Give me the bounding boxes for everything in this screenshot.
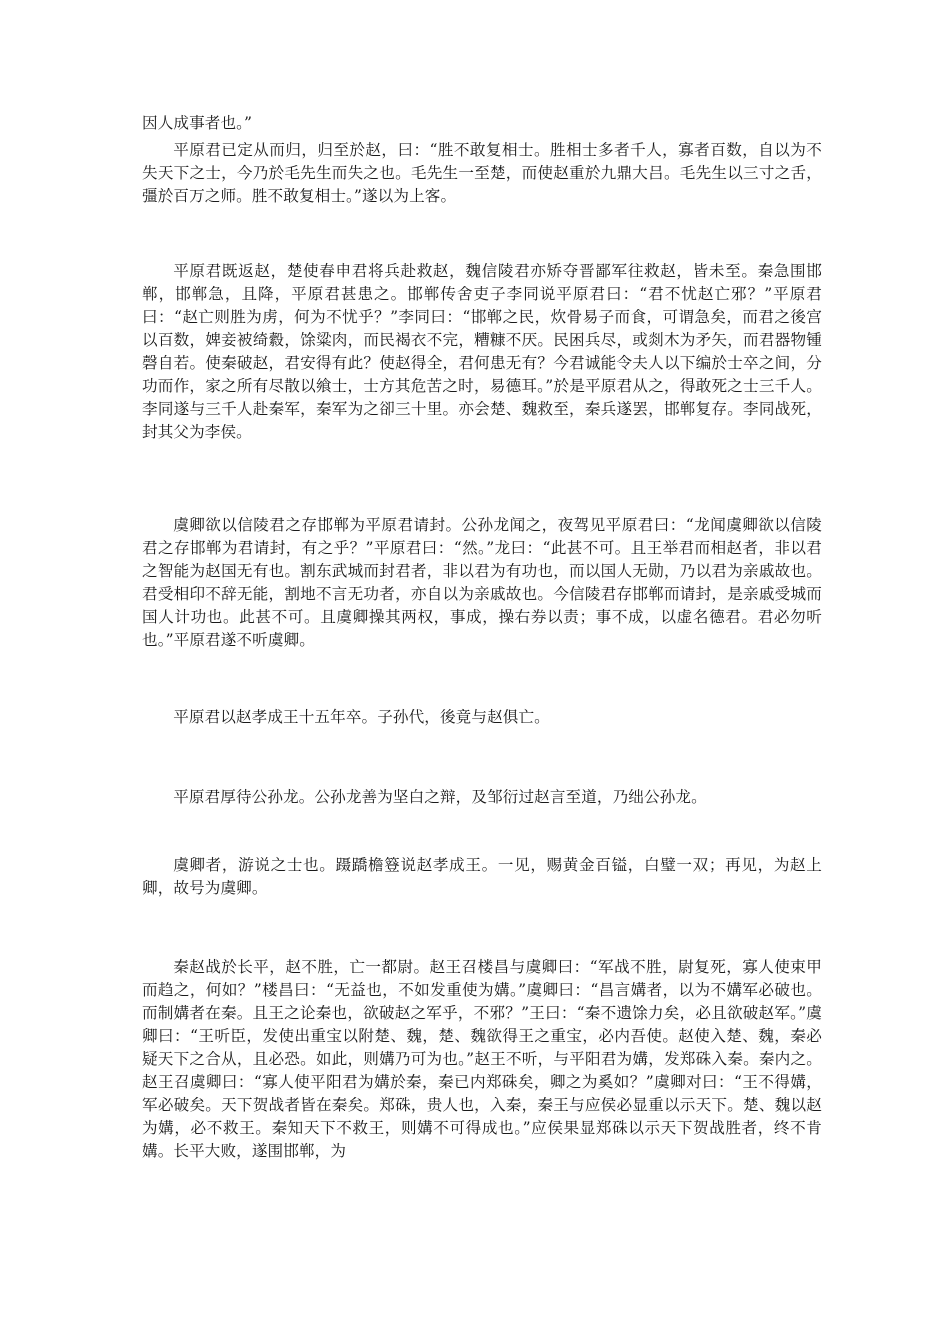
paragraph-li-tong: 平原君既返赵，楚使春申君将兵赴救赵，魏信陵君亦矫夺晋鄙军往救赵，皆未至。秦急围邯郸，邯郸急，且降，平原君甚患之。邯郸传舍吏子李同说平原君曰：“君不忧赵亡邪？”平原君曰：“赵亡则胜为虏，何为不忧乎？”李同曰：“邯郸之民，炊骨易子而食，可谓急矣，而君之後宫以百数，婢妾被绮縠，馀粱肉，而民褐衣不完，糟糠不厌。民困兵尽，或剡木为矛矢，而君器物锺磬自若。使秦破赵，君安得有此？使赵得全，君何患无有？今君诚能令夫人以下编於士卒之间，分功而作，家之所有尽散以飨士，士方其危苦之时，易德耳。”於是平原君从之，得敢死之士三千人。李同遂与三千人赴秦军，秦军为之卻三十里。亦会楚、魏救至，秦兵遂罢，邯郸复存。李同战死，封其父为李侯。 [142, 262, 822, 441]
paragraph-gongsun-long: 平原君厚待公孙龙。公孙龙善为坚白之辩，及邹衍过赵言至道，乃绌公孙龙。 [173, 788, 707, 806]
paragraph-yu-qing-intro: 虞卿者，游说之士也。蹑蹻檐簦说赵孝成王。一见，赐黄金百镒，白璧一双；再见，为赵上卿，故号为虞卿。 [142, 856, 822, 897]
paragraph-changping: 秦赵战於长平，赵不胜，亡一都尉。赵王召楼昌与虞卿曰：“军战不胜，尉复死，寡人使束甲而趋之，何如？”楼昌曰：“无益也，不如发重使为媾。”虞卿曰：“昌言媾者，以为不媾军必破也。而制媾者在秦。且王之论秦也，欲破赵之军乎，不邪？”王曰：“秦不遗馀力矣，必且欲破赵军。”虞卿曰：“王听臣，发使出重宝以附楚、魏，楚、魏欲得王之重宝，必内吾使。赵使入楚、魏，秦必疑天下之合从，且必恐。如此，则媾乃可为也。”赵王不听，与平阳君为媾，发郑硃入秦。秦内之。赵王召虞卿曰：“寡人使平阳君为媾於秦，秦已内郑硃矣，卿之为奚如？”虞卿对曰：“王不得媾，军必破矣。天下贺战者皆在秦矣。郑硃，贵人也，入秦，秦王与应侯必显重以示天下。楚、魏以赵为媾，必不救王。秦知天下不救王，则媾不可得成也。”应侯果显郑硃以示天下贺战胜者，终不肯媾。长平大败，遂围邯郸，为 [142, 958, 822, 1160]
paragraph-gongsun-long-advice: 虞卿欲以信陵君之存邯郸为平原君请封。公孙龙闻之，夜驾见平原君曰：“龙闻虞卿欲以信陵君之存邯郸为君请封，有之乎？”平原君曰：“然。”龙曰：“此甚不可。且王举君而相赵者，非以君之智能为赵国无有也。割东武城而封君者，非以君为有功也，而以国人无勋，乃以君为亲戚故也。君受相印不辞无能，割地不言无功者，亦自以为亲戚故也。今信陵君存邯郸而请封，是亲戚受城而国人计功也。此甚不可。且虞卿操其两权，事成，操右券以责；事不成，以虚名德君。君必勿听也。”平原君遂不听虞卿。 [142, 516, 822, 649]
paragraph-pingyuan-return: 平原君已定从而归，归至於赵，曰：“胜不敢复相士。胜相士多者千人，寡者百数，自以为不失天下之士，今乃於毛先生而失之也。毛先生一至楚，而使赵重於九鼎大吕。毛先生以三寸之舌，彊於百万之师。胜不敢复相士。”遂以为上客。 [142, 141, 822, 205]
paragraph-continuation: 因人成事者也。” [142, 114, 253, 132]
paragraph-pingyuan-death: 平原君以赵孝成王十五年卒。子孙代，後竟与赵俱亡。 [173, 708, 550, 726]
